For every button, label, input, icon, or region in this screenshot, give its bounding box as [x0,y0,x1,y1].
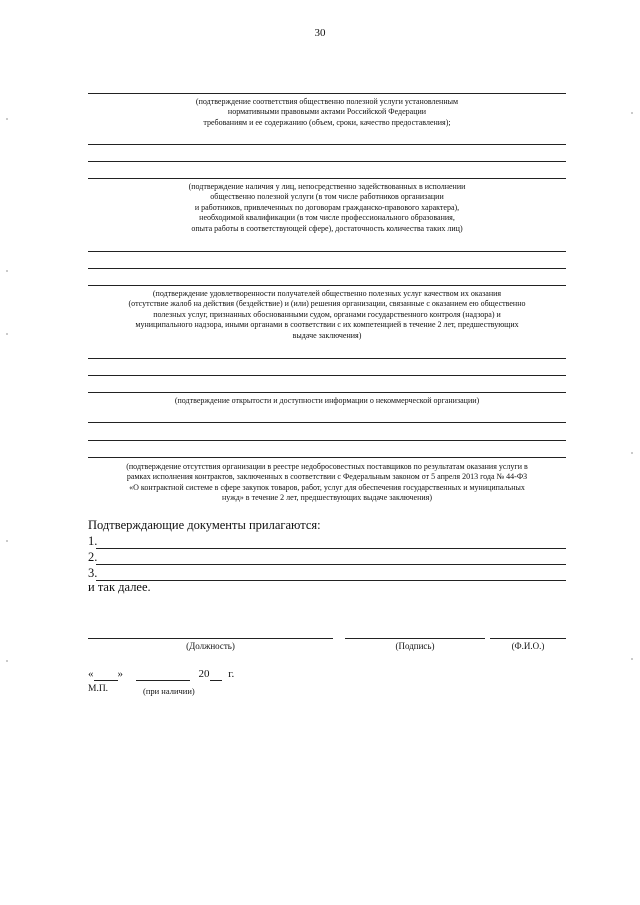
fill-line [88,178,566,179]
date-line [88,668,234,681]
fill-line [88,144,566,145]
caption-compliance: (подтверждение соответствия общественно полезной услуги установленным нормативными правовыми актами Российской Федерации требованиям и ее содержанию (объем, сроки, качество предоставления); [195,97,459,127]
signature-caption: (Подпись) [395,641,435,651]
year-blank[interactable] [210,668,222,681]
position-caption: (Должность) [186,641,235,651]
scan-speck [631,452,633,454]
scan-speck [6,270,8,272]
date-quote-close: » [117,668,123,680]
fill-line [88,392,566,393]
fill-line [88,440,566,441]
fill-line [88,161,566,162]
stamp-label: М.П. [88,684,109,694]
stamp-note: (при наличии) [143,686,195,696]
year-prefix: 20 [198,668,210,680]
document-item-number: 1. [88,534,98,548]
scan-speck [6,540,8,542]
fill-line [88,457,566,458]
document-fill-line[interactable] [96,580,566,581]
scan-speck [631,112,633,114]
fill-line [88,358,566,359]
name-caption: (Ф.И.О.) [511,641,545,651]
month-blank[interactable] [136,668,190,681]
date-quote-open: « [88,668,94,680]
caption-qualification: (подтверждение наличия у лиц, непосредственно задействованных в исполнении общественно полезной услуги (в том числе работников организации и работников, привлеченных по договорам гражданско-правового характера), необходимой квалификации (в том числе профессионального образования, опыта работы в соответствующей сфере), достаточность количества таких лиц) [188,182,466,233]
name-line[interactable] [490,638,566,639]
fill-line [88,268,566,269]
fill-line [88,93,566,94]
caption-satisfaction: (подтверждение удовлетворенности получателей общественно полезных услуг качеством их оказания (отсутствие жалоб на действия (бездействие) и (или) решения организации, связанные с оказанием ею общественно полезных услуг, признанных обоснованными судом, органами государственного контроля (надзора) и муниципального надзора, иными органами в соответствии с их компетенцией в течение 2 лет, предшествующих выдаче заключения) [128,289,526,340]
document-item-number: 2. [88,550,98,564]
scan-speck [6,118,8,120]
signature-line[interactable] [345,638,485,639]
document-fill-line[interactable] [96,548,566,549]
fill-line [88,375,566,376]
document-fill-line[interactable] [96,564,566,565]
documents-heading: Подтверждающие документы прилагаются: [88,518,321,532]
fill-line [88,285,566,286]
scan-speck [6,333,8,335]
caption-registry: (подтверждение отсутствия организации в реестре недобросовестных поставщиков по результатам оказания услуги в рамках исполнения контрактов, заключенных в соответствии с Федеральным законом от 5 апреля 2013 года № 44-ФЗ «О контрактной системе в сфере закупок товаров, работ, услуг для обеспечения государственных и муниципальных нужд» в течение 2 лет, предшествующих выдаче заключения) [126,462,528,503]
scan-speck [6,660,8,662]
fill-line [88,422,566,423]
document-item-number: 3. [88,566,98,580]
year-suffix: г. [228,668,235,680]
position-line[interactable] [88,638,333,639]
documents-tail: и так далее. [88,580,151,594]
day-blank[interactable] [94,668,118,681]
caption-openness: (подтверждение открытости и доступности информации о некоммерческой организации) [174,396,480,405]
scan-speck [631,658,633,660]
fill-line [88,251,566,252]
page-number: 30 [314,27,326,39]
